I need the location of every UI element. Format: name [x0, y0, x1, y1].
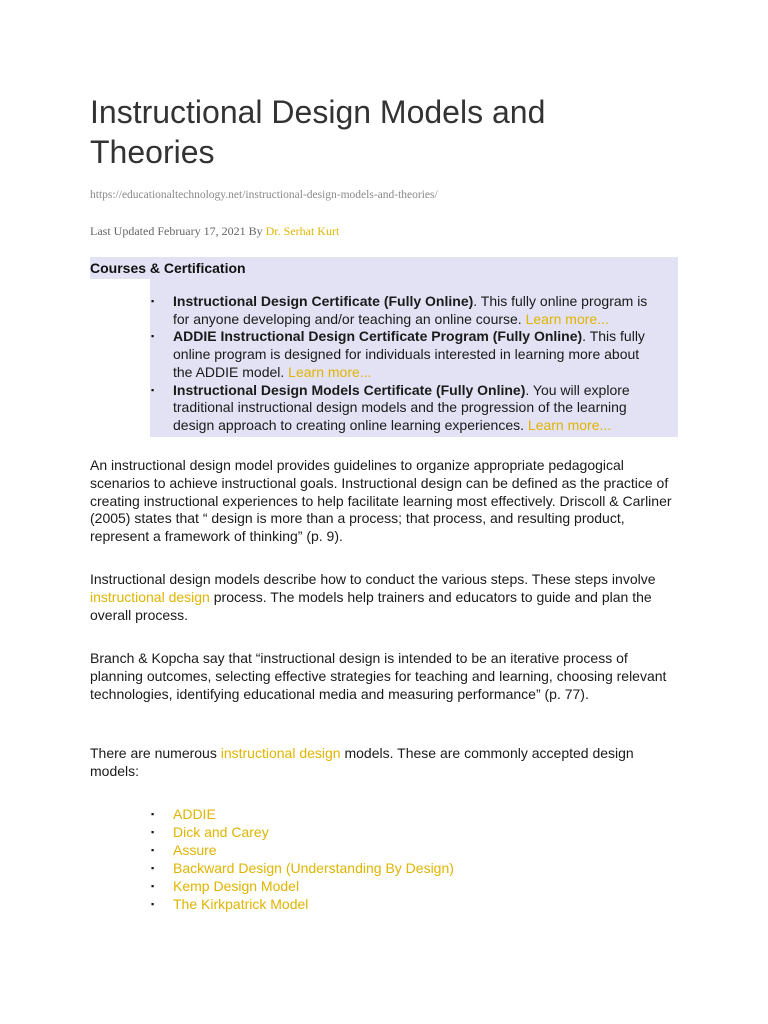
course-item — [151, 293, 658, 328]
paragraph-definition: An instructional design model provides guidelines to organize appropriate pedagogical scenarios to achieve instructional goals. Instructional design can be defined as the practice of creating instructional experiences to help facilitate learning most effectively. Driscoll & Carliner (2005) states that “ design is more than a process; that process, and resulting product, represent a framework of thinking” (p. 9). — [90, 457, 672, 545]
model-list-item — [151, 823, 454, 842]
paragraph-text: models. These are commonly accepted design models: — [90, 745, 634, 779]
course-desc: . This fully online program is designed for individuals interested in learning more about the ADDIE model. — [173, 328, 645, 380]
paragraph-text: Instructional design models describe how to conduct the various steps. These steps involve — [90, 571, 656, 587]
learn-more-link[interactable]: Learn more... — [525, 310, 609, 327]
paragraph-models-intro — [90, 745, 682, 781]
model-link-backward-design[interactable]: Backward Design (Understanding By Design) — [173, 859, 454, 876]
models-list — [150, 806, 454, 913]
paragraph-branch-kopcha: Branch & Kopcha say that “instructional design is intended to be an iterative process of planning outcomes, selecting effective strategies for teaching and learning, choosing relevant technologies, identifying educational media and measuring performance” (p. 77). — [90, 650, 667, 702]
instructional-design-link[interactable]: instructional design — [90, 588, 210, 605]
model-link-kirkpatrick[interactable]: The Kirkpatrick Model — [173, 895, 309, 912]
author-link[interactable]: Dr. Serhat Kurt — [265, 224, 340, 238]
model-list-item — [151, 895, 454, 914]
model-list-item — [151, 877, 454, 896]
bullet-icon: ▪ — [151, 898, 155, 909]
paragraph-steps — [90, 571, 682, 624]
model-link-dick-and-carey[interactable]: Dick and Carey — [173, 823, 269, 840]
page-title: Instructional Design Models and Theories — [90, 94, 546, 170]
course-desc: . You will explore traditional instructional design models and the progression of the learning design approach to creating online learning experiences. — [173, 381, 630, 433]
courses-heading: Courses & Certification — [90, 260, 246, 276]
course-name: Instructional Design Models Certificate (Fully Online) — [173, 381, 526, 398]
course-name: ADDIE Instructional Design Certificate Program (Fully Online) — [173, 328, 583, 345]
course-name: Instructional Design Certificate (Fully Online) — [173, 293, 474, 309]
paragraph-text: process. The models help trainers and educators to guide and plan the overall process. — [90, 588, 652, 623]
model-list-item — [151, 806, 454, 824]
courses-heading-band — [90, 257, 678, 279]
course-item — [151, 381, 658, 435]
instructional-design-link[interactable]: instructional design — [220, 745, 341, 761]
learn-more-link[interactable]: Learn more... — [288, 363, 372, 380]
model-link-kemp[interactable]: Kemp Design Model — [173, 877, 300, 894]
bullet-icon: ▪ — [151, 862, 155, 873]
courses-list-box — [150, 279, 678, 437]
courses-section — [90, 257, 678, 438]
last-updated-prefix: Last Updated February 17, 2021 By — [90, 224, 266, 238]
bullet-icon: ▪ — [151, 809, 155, 819]
model-link-addie[interactable]: ADDIE — [173, 806, 216, 822]
bullet-icon: ▪ — [151, 296, 155, 306]
last-updated — [90, 224, 339, 239]
model-link-assure[interactable]: Assure — [173, 841, 217, 858]
bullet-icon: ▪ — [151, 826, 155, 837]
model-list-item — [151, 841, 454, 860]
bullet-icon: ▪ — [151, 844, 155, 855]
bullet-icon: ▪ — [151, 331, 155, 342]
courses-list — [150, 279, 678, 435]
course-desc: . This fully online program is for anyone developing and/or teaching an online course. — [173, 293, 648, 327]
model-list-item — [151, 859, 454, 878]
paragraph-text: There are numerous — [90, 745, 221, 761]
course-item — [151, 328, 658, 381]
learn-more-link[interactable]: Learn more... — [527, 416, 612, 433]
bullet-icon: ▪ — [151, 880, 155, 891]
bullet-icon: ▪ — [151, 384, 155, 395]
source-url: https://educationaltechnology.net/instructional-design-models-and-theories/ — [90, 189, 438, 201]
